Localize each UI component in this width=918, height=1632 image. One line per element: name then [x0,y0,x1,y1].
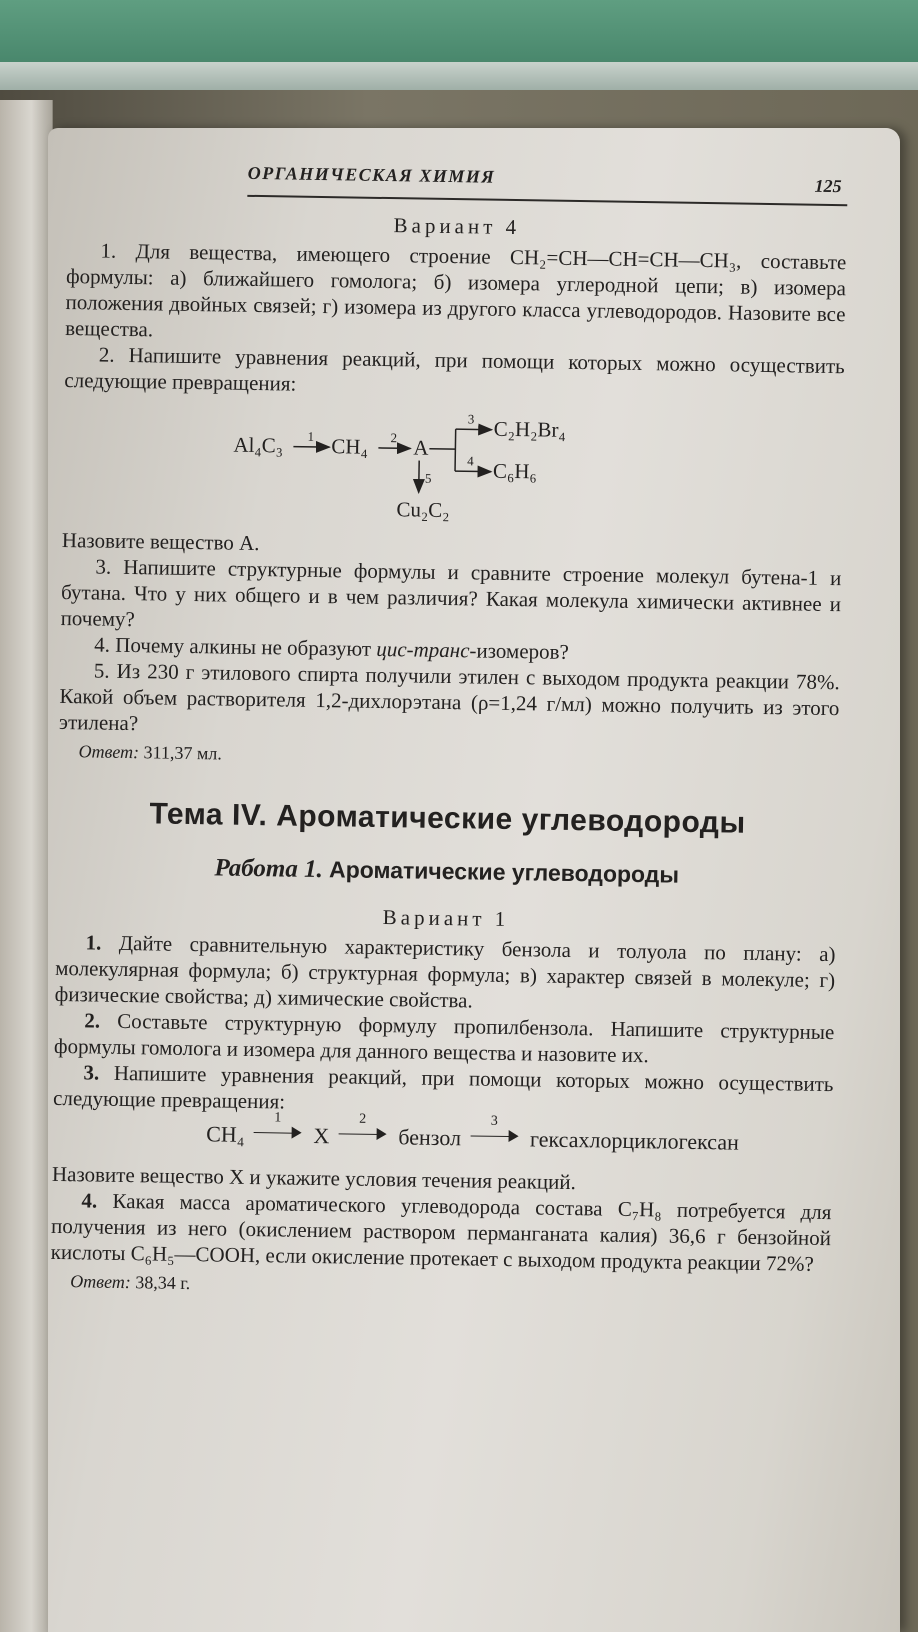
arrow-label-2: 2 [359,1111,367,1127]
work-label: Работа 1. [214,854,324,884]
compound-a: A [413,435,429,460]
compound-x: X [313,1122,330,1149]
arrow-label-1: 1 [307,428,315,444]
variant-1-heading: Вариант 1 [382,905,510,932]
arrow-label-2: 2 [390,430,398,446]
compound-cu2c2: Cu₂C₂ [396,497,450,523]
v1-question-4 [51,1187,832,1277]
page-number: 125 [814,175,842,197]
v1-transformation-scheme [112,1110,832,1167]
v4-transformation-scheme [62,401,844,533]
v4-question-2 [64,341,845,405]
running-head-title: ОРГАНИЧЕСКАЯ ХИМИЯ [247,162,496,187]
question-number: 3. [95,554,112,579]
arrow-label-4: 4 [467,453,474,469]
arrow-3 [456,429,492,430]
compound-al4c3: Al₄C₃ [233,432,284,458]
work-title: Ароматические углеводороды [328,856,680,888]
arrow-label-5: 5 [424,470,432,486]
v1-question-3 [53,1059,834,1123]
arrow-5 [419,461,420,493]
arrow-1 [254,1110,304,1143]
question-number: 3. [83,1060,100,1085]
question-number: 5. [93,658,110,683]
arrow-label-3: 3 [490,1113,498,1129]
question-text: Составьте структурную формулу пропилбензола. Напишите структурные формулы гомолога и изомера для данного вещества и назовите их. [53,1008,835,1068]
question-text: Напишите уравнения реакций, при помощи которых можно осуществить следующие превращения: [64,342,845,396]
theme-heading: Тема IV. Ароматические углеводороды [149,797,746,840]
compound-c2h2br4: C₂H₂Br₄ [493,416,567,442]
arrow-2 [339,1111,389,1144]
question-number: 2. [84,1008,101,1033]
arrow-label-1: 1 [274,1110,282,1126]
compound-benzol: бензол [398,1124,462,1151]
question-number: 2. [98,342,115,367]
question-text: Из 230 г этилового спирта получили этилен с выходом продукта реакции 78%. Какой объем растворителя 1,2-дихлорэтана (ρ=1,24 г/мл) можно получить из этого этилена? [58,658,840,736]
branch-vertical [455,429,456,471]
arrow-2 [378,448,410,449]
work-heading [57,852,837,892]
question-number: 4. [81,1188,98,1213]
question-number: 1. [85,930,102,955]
compound-hexachlorocyclohexane: гексахлорциклогексан [529,1126,740,1155]
question-text-after: -изомеров? [469,638,570,664]
question-text: Дайте сравнительную характеристику бензола и толуола по плану: а) молекулярная формула; б) структурная формула; в) характер связей в молекуле; г) физические свойства; д) химические свойства. [54,930,836,1013]
running-head [247,155,848,206]
question-text: Напишите структурные формулы и сравните строение молекул бутена-1 и бутана. Что у них общего и в чем различия? Какая молекула химически активнее и почему? [60,554,842,632]
v1-name-substance: Назовите вещество X и укажите условия течения реакций. [51,1161,577,1195]
question-text-before: Почему алкины не образуют [115,632,377,661]
scheme-diagram [232,404,654,531]
v4-name-substance: Назовите вещество А. [61,527,260,556]
question-text: Какая масса ароматического углеводорода состава C₇H₈ потребуется для получения из него (окислением раствором перманганата калия) 36,6 г бензойной кислоты C₆H₅—COOH, если окисление протекает с выходом продукта реакции 72%? [50,1188,832,1276]
question-number: 1. [100,238,117,263]
facing-page-edge [0,100,53,1632]
question-text: Напишите уравнения реакций, при помощи которых можно осуществить следующие превращения: [52,1060,834,1114]
v4-question-1 [65,237,847,353]
page-content [50,152,848,1304]
compound-ch4: CH₄ [206,1121,245,1147]
arrow-4 [455,471,491,472]
arrow-1 [293,447,329,448]
arrow-3 [470,1113,520,1146]
answer-value: 38,34 г. [135,1272,191,1294]
answer-value: 311,37 мл. [143,742,223,764]
question-text: Для вещества, имеющего строение CH₂=CH—CH=CH—CH₃, составьте формулы: а) ближайшего гомолога; б) изомера углеродной цепи; в) изомера положения двойных связей; г) изомера из другого класса углеводородов. Назовите все вещества. [65,239,847,342]
variant-4-heading: Вариант 4 [393,213,521,240]
compound-c6h6: C₆H₆ [492,458,538,484]
answer-label: Ответ: [70,1271,131,1293]
v4-question-3 [60,553,841,643]
question-italic-term: цис-транс [376,636,470,663]
compound-ch4: CH₄ [331,434,369,459]
answer-label: Ответ: [78,741,140,763]
v4-question-5 [59,657,840,747]
arrow-label-3: 3 [467,411,475,427]
question-number: 4. [94,632,111,657]
v1-question-1 [55,929,836,1019]
v4-answer [58,741,838,774]
